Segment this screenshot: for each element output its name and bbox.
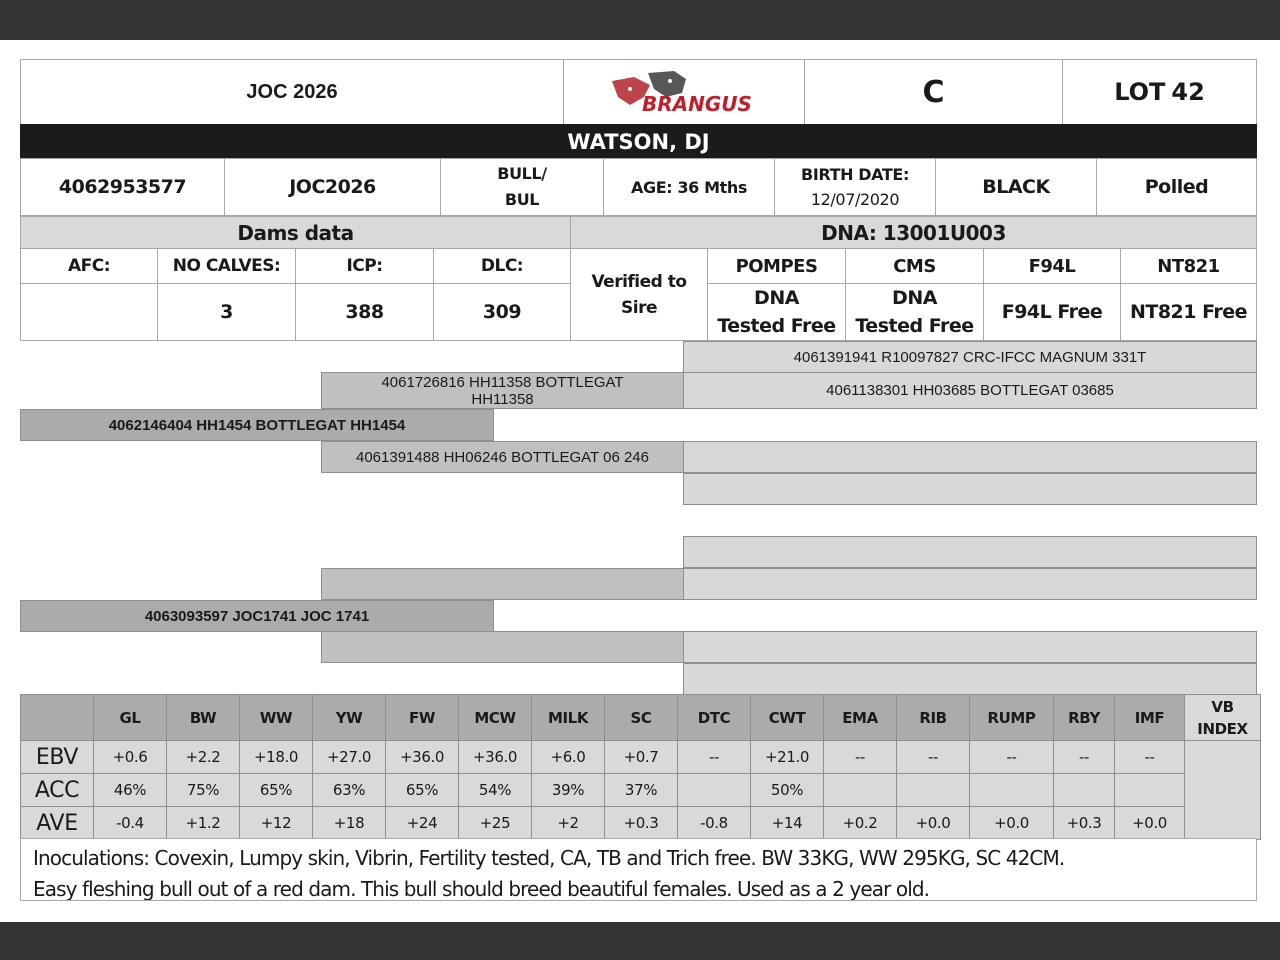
- owner-name: WATSON, DJ: [567, 129, 710, 154]
- acc-cell: [824, 774, 897, 807]
- dam-calves-value: [157, 283, 296, 341]
- ebv-col-bw: BW: [167, 695, 240, 741]
- dna-test-pompes-header: [707, 248, 846, 284]
- ave-cell: +24: [386, 807, 459, 840]
- bull-head-icon: [604, 67, 764, 117]
- birth-date-cell: [774, 158, 936, 216]
- ebv-col-yw: YW: [313, 695, 386, 741]
- sale-name: JOC 2026: [246, 80, 338, 103]
- nt821-label: NT821: [1157, 255, 1220, 277]
- sex-cell: [440, 158, 604, 216]
- pedigree-dam-dam-sire: [683, 631, 1257, 663]
- ebv-col-milk: MILK: [532, 695, 605, 741]
- dna-test-pompes-result: [707, 283, 846, 341]
- ebv-cell: --: [970, 741, 1054, 774]
- ebv-col-imf: IMF: [1115, 695, 1185, 741]
- dam-calves-text: 3: [220, 301, 233, 323]
- sale-name-cell: [20, 59, 564, 125]
- ebv-col-fw: FW: [386, 695, 459, 741]
- ebv-col-vb-index: VB INDEX: [1185, 695, 1261, 741]
- cms-label: CMS: [893, 255, 936, 277]
- ebv-corner: [21, 695, 94, 741]
- pedigree-sd-text: 4061391488 HH06246 BOTTLEGAT 06 246: [356, 448, 649, 466]
- pedigree-sire-dam-sire: [683, 441, 1257, 473]
- ebv-cell: +18.0: [240, 741, 313, 774]
- pedigree-sire-sire-dam: [683, 372, 1257, 409]
- ebv-cell: +0.6: [94, 741, 167, 774]
- f94l-label: F94L: [1028, 255, 1076, 277]
- sex-line1: BULL/: [497, 164, 547, 183]
- ebv-table: [20, 694, 1261, 840]
- ave-row-label: AVE: [21, 807, 94, 840]
- acc-cell: 75%: [167, 774, 240, 807]
- ebv-cell: +36.0: [386, 741, 459, 774]
- pedigree-dam-dam: [321, 631, 684, 663]
- acc-cell: [970, 774, 1054, 807]
- ave-cell: +0.2: [824, 807, 897, 840]
- ebv-cell: +36.0: [459, 741, 532, 774]
- ebv-col-sc: SC: [605, 695, 678, 741]
- ave-cell: +0.0: [897, 807, 970, 840]
- pedigree-sire-dam-dam: [683, 473, 1257, 505]
- ebv-cell: +6.0: [532, 741, 605, 774]
- birth-date-value: 12/07/2020: [810, 190, 900, 209]
- ave-cell: +14: [751, 807, 824, 840]
- dna-test-f94l-header: [983, 248, 1121, 284]
- owner-bar: [20, 124, 1257, 159]
- lot-number: 42: [1171, 78, 1205, 106]
- acc-cell: [1054, 774, 1115, 807]
- dam-icp-label: ICP:: [346, 256, 383, 276]
- acc-cell: 50%: [751, 774, 824, 807]
- pedigree-sire-sire: [321, 372, 684, 409]
- pompes-label: POMPES: [735, 255, 818, 277]
- ebv-col-rib: RIB: [897, 695, 970, 741]
- dam-calves-label: NO CALVES:: [172, 256, 281, 276]
- ave-cell: -0.4: [94, 807, 167, 840]
- ebv-cell: --: [897, 741, 970, 774]
- ave-cell: +18: [313, 807, 386, 840]
- ebv-row: [21, 741, 1261, 774]
- cms-result-line1: DNA: [892, 287, 937, 309]
- ave-cell: +0.3: [1054, 807, 1115, 840]
- acc-cell: 65%: [386, 774, 459, 807]
- top-frame-bar: [0, 0, 1280, 40]
- acc-cell: [1115, 774, 1185, 807]
- ave-cell: +12: [240, 807, 313, 840]
- notes-box: [20, 838, 1257, 901]
- ebv-cell: --: [1115, 741, 1185, 774]
- dna-test-cms-result: [845, 283, 984, 341]
- dam-dlc-label: DLC:: [480, 256, 524, 276]
- colour-cell: [935, 158, 1097, 216]
- dna-header: [570, 216, 1257, 249]
- dam-dlc-value: [433, 283, 571, 341]
- ebv-col-ema: EMA: [824, 695, 897, 741]
- pedigree-dam-dam-dam: [683, 663, 1257, 695]
- acc-cell: 37%: [605, 774, 678, 807]
- brangus-logo: [563, 59, 805, 125]
- age-text: AGE: 36 Mths: [631, 177, 747, 197]
- dna-test-cms-header: [845, 248, 984, 284]
- pedigree-sire-sire-sire: [683, 341, 1257, 373]
- ebv-cell: --: [824, 741, 897, 774]
- pedigree-ssd-text: 4061138301 HH03685 BOTTLEGAT 03685: [826, 382, 1114, 399]
- ebv-header-row: [21, 695, 1261, 741]
- registration-id: [20, 158, 225, 216]
- ebv-cell: +0.7: [605, 741, 678, 774]
- lot-cell: [1062, 59, 1257, 125]
- verified-to-sire: [570, 248, 708, 341]
- ebv-row-label: EBV: [21, 741, 94, 774]
- horn-status-text: Polled: [1144, 176, 1209, 198]
- ebv-cell: +27.0: [313, 741, 386, 774]
- dams-data-header: [20, 216, 571, 249]
- acc-cell: 46%: [94, 774, 167, 807]
- acc-row: [21, 774, 1261, 807]
- dam-icp-value: [295, 283, 434, 341]
- dam-icp-text: 388: [345, 301, 384, 323]
- dam-icp-header: [295, 248, 434, 284]
- pedigree-ss-text: 4061726816 HH11358 BOTTLEGAT HH11358: [381, 373, 624, 408]
- ave-cell: +0.0: [970, 807, 1054, 840]
- ave-row: [21, 807, 1261, 840]
- pedigree-dam-sire-sire: [683, 536, 1257, 568]
- pedigree-sss-text: 4061391941 R10097827 CRC-IFCC MAGNUM 331T: [793, 348, 1147, 366]
- lot-label: LOT: [1114, 78, 1166, 106]
- ebv-cell: --: [678, 741, 751, 774]
- acc-cell: 63%: [313, 774, 386, 807]
- dam-calves-header: [157, 248, 296, 284]
- tattoo-text: JOC2026: [289, 176, 376, 198]
- nt821-result: NT821 Free: [1129, 301, 1248, 323]
- notes-line-1: Inoculations: Covexin, Lumpy skin, Vibrin, Fertility tested, CA, TB and Trich free. BW 33KG, WW 295KG, SC 42CM.: [33, 846, 1065, 870]
- ebv-col-mcw: MCW: [459, 695, 532, 741]
- ebv-col-dtc: DTC: [678, 695, 751, 741]
- acc-cell: [897, 774, 970, 807]
- sex-line2: BUL: [504, 190, 540, 209]
- vb-index-value: [1185, 741, 1261, 840]
- ebv-col-cwt: CWT: [751, 695, 824, 741]
- acc-cell: 65%: [240, 774, 313, 807]
- dna-test-nt821-header: [1120, 248, 1257, 284]
- grade: C: [922, 74, 945, 110]
- ebv-col-rump: RUMP: [970, 695, 1054, 741]
- acc-row-label: ACC: [21, 774, 94, 807]
- verified-line2: Sire: [621, 297, 657, 318]
- dam-dlc-header: [433, 248, 571, 284]
- ebv-cell: --: [1054, 741, 1115, 774]
- age-cell: [603, 158, 775, 216]
- dams-data-title: Dams data: [237, 220, 354, 245]
- registration-id-text: 4062953577: [58, 176, 187, 198]
- ave-cell: +2: [532, 807, 605, 840]
- verified-line1: Verified to: [591, 271, 687, 292]
- pedigree-sire-text: 4062146404 HH1454 BOTTLEGAT HH1454: [108, 416, 406, 434]
- bottom-frame-bar: [0, 922, 1280, 960]
- grade-cell: [804, 59, 1063, 125]
- tattoo: [224, 158, 441, 216]
- pedigree-dam-sire: [321, 568, 684, 600]
- pedigree-dam-text: 4063093597 JOC1741 JOC 1741: [144, 607, 370, 625]
- cms-result-line2: Tested Free: [855, 315, 974, 337]
- ebv-col-ww: WW: [240, 695, 313, 741]
- dam-dlc-text: 309: [482, 301, 522, 323]
- ebv-col-gl: GL: [94, 695, 167, 741]
- acc-cell: 54%: [459, 774, 532, 807]
- acc-cell: 39%: [532, 774, 605, 807]
- pedigree-dam-sire-dam: [683, 568, 1257, 600]
- ave-cell: +25: [459, 807, 532, 840]
- ave-cell: +0.0: [1115, 807, 1185, 840]
- dam-afc-label: AFC:: [67, 256, 111, 276]
- birth-date-label: BIRTH DATE:: [801, 165, 909, 184]
- svg-text:BRANGUS: BRANGUS: [642, 92, 752, 116]
- ave-cell: +1.2: [167, 807, 240, 840]
- pedigree-sire-dam: [321, 441, 684, 473]
- ebv-cell: +21.0: [751, 741, 824, 774]
- ave-cell: +0.3: [605, 807, 678, 840]
- colour-text: BLACK: [982, 176, 1050, 198]
- dna-test-f94l-result: [983, 283, 1121, 341]
- dna-test-nt821-result: [1120, 283, 1257, 341]
- ebv-col-rby: RBY: [1054, 695, 1115, 741]
- pedigree-sire: [20, 409, 494, 441]
- ave-cell: -0.8: [678, 807, 751, 840]
- horn-status-cell: [1096, 158, 1257, 216]
- dam-afc-header: [20, 248, 158, 284]
- f94l-result: F94L Free: [1001, 301, 1103, 323]
- dna-title: DNA: 13001U003: [821, 220, 1006, 245]
- ebv-cell: +2.2: [167, 741, 240, 774]
- dam-afc-value: [20, 283, 158, 341]
- notes-line-2: Easy fleshing bull out of a red dam. This bull should breed beautiful females. Used as a 2 year old.: [33, 877, 930, 901]
- acc-cell: [678, 774, 751, 807]
- pompes-result-line2: Tested Free: [717, 315, 836, 337]
- pompes-result-line1: DNA: [754, 287, 799, 309]
- pedigree-dam: [20, 600, 494, 632]
